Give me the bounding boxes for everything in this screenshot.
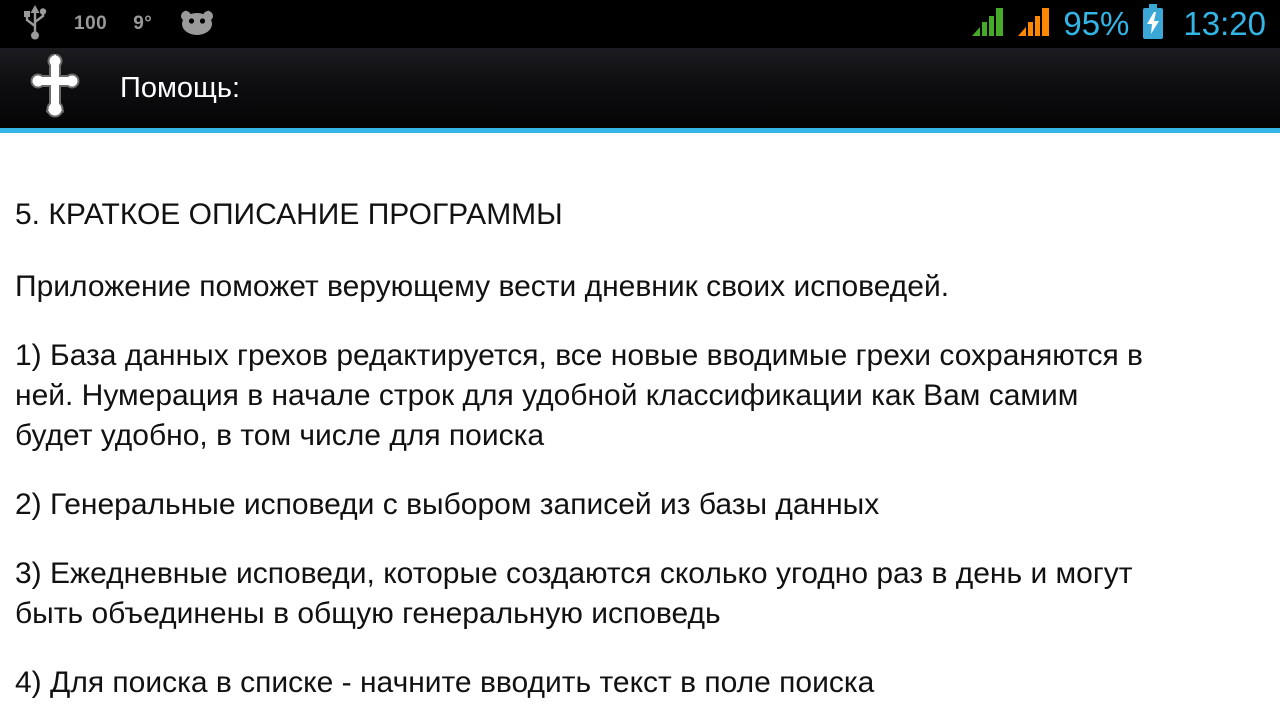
android-robot-icon <box>178 8 216 41</box>
help-line: Приложение поможет верующему вести дневник своих исповедей. <box>15 270 950 303</box>
status-bar-right <box>971 4 1266 45</box>
help-paragraph <box>15 336 1265 456</box>
status-bar-left <box>22 4 216 45</box>
orthodox-cross-icon <box>30 54 80 123</box>
battery-charging-icon <box>1141 4 1165 45</box>
help-line: 4) Для поиска в списке - начните вводить текст в поле поиска <box>15 666 875 699</box>
help-text-scroll-area[interactable] <box>0 133 1280 720</box>
help-paragraph <box>15 485 1265 525</box>
help-paragraph <box>15 267 1265 307</box>
signal-bars-orange-icon <box>1017 8 1051 41</box>
help-line: будет удобно, в том числе для поиска <box>15 419 545 452</box>
help-line: ней. Нумерация в начале строк для удобной классификации как Вам самим <box>15 379 1079 412</box>
usb-icon <box>22 4 48 45</box>
help-line: 2) Генеральные исповеди с выбором записей из базы данных <box>15 488 880 521</box>
action-bar <box>0 48 1280 128</box>
help-paragraph <box>15 554 1265 634</box>
help-line: 3) Ежедневные исповеди, которые создаются сколько угодно раз в день и могут <box>15 557 1133 590</box>
status-temperature: 9° <box>133 13 153 34</box>
status-bar <box>0 0 1280 48</box>
battery-percent: 95% <box>1063 5 1130 42</box>
page-title: Помощь: <box>120 71 241 104</box>
status-counter: 100 <box>74 13 108 34</box>
help-paragraph <box>15 663 1265 703</box>
help-line: быть объединены в общую генеральную исповедь <box>15 597 721 630</box>
signal-bars-green-icon <box>971 8 1005 41</box>
status-clock: 13:20 <box>1183 5 1266 42</box>
section-heading: 5. КРАТКОЕ ОПИСАНИЕ ПРОГРАММЫ <box>15 198 563 231</box>
help-line: 1) База данных грехов редактируется, все новые вводимые грехи сохраняются в <box>15 339 1143 372</box>
app-home-button[interactable] <box>30 54 80 123</box>
